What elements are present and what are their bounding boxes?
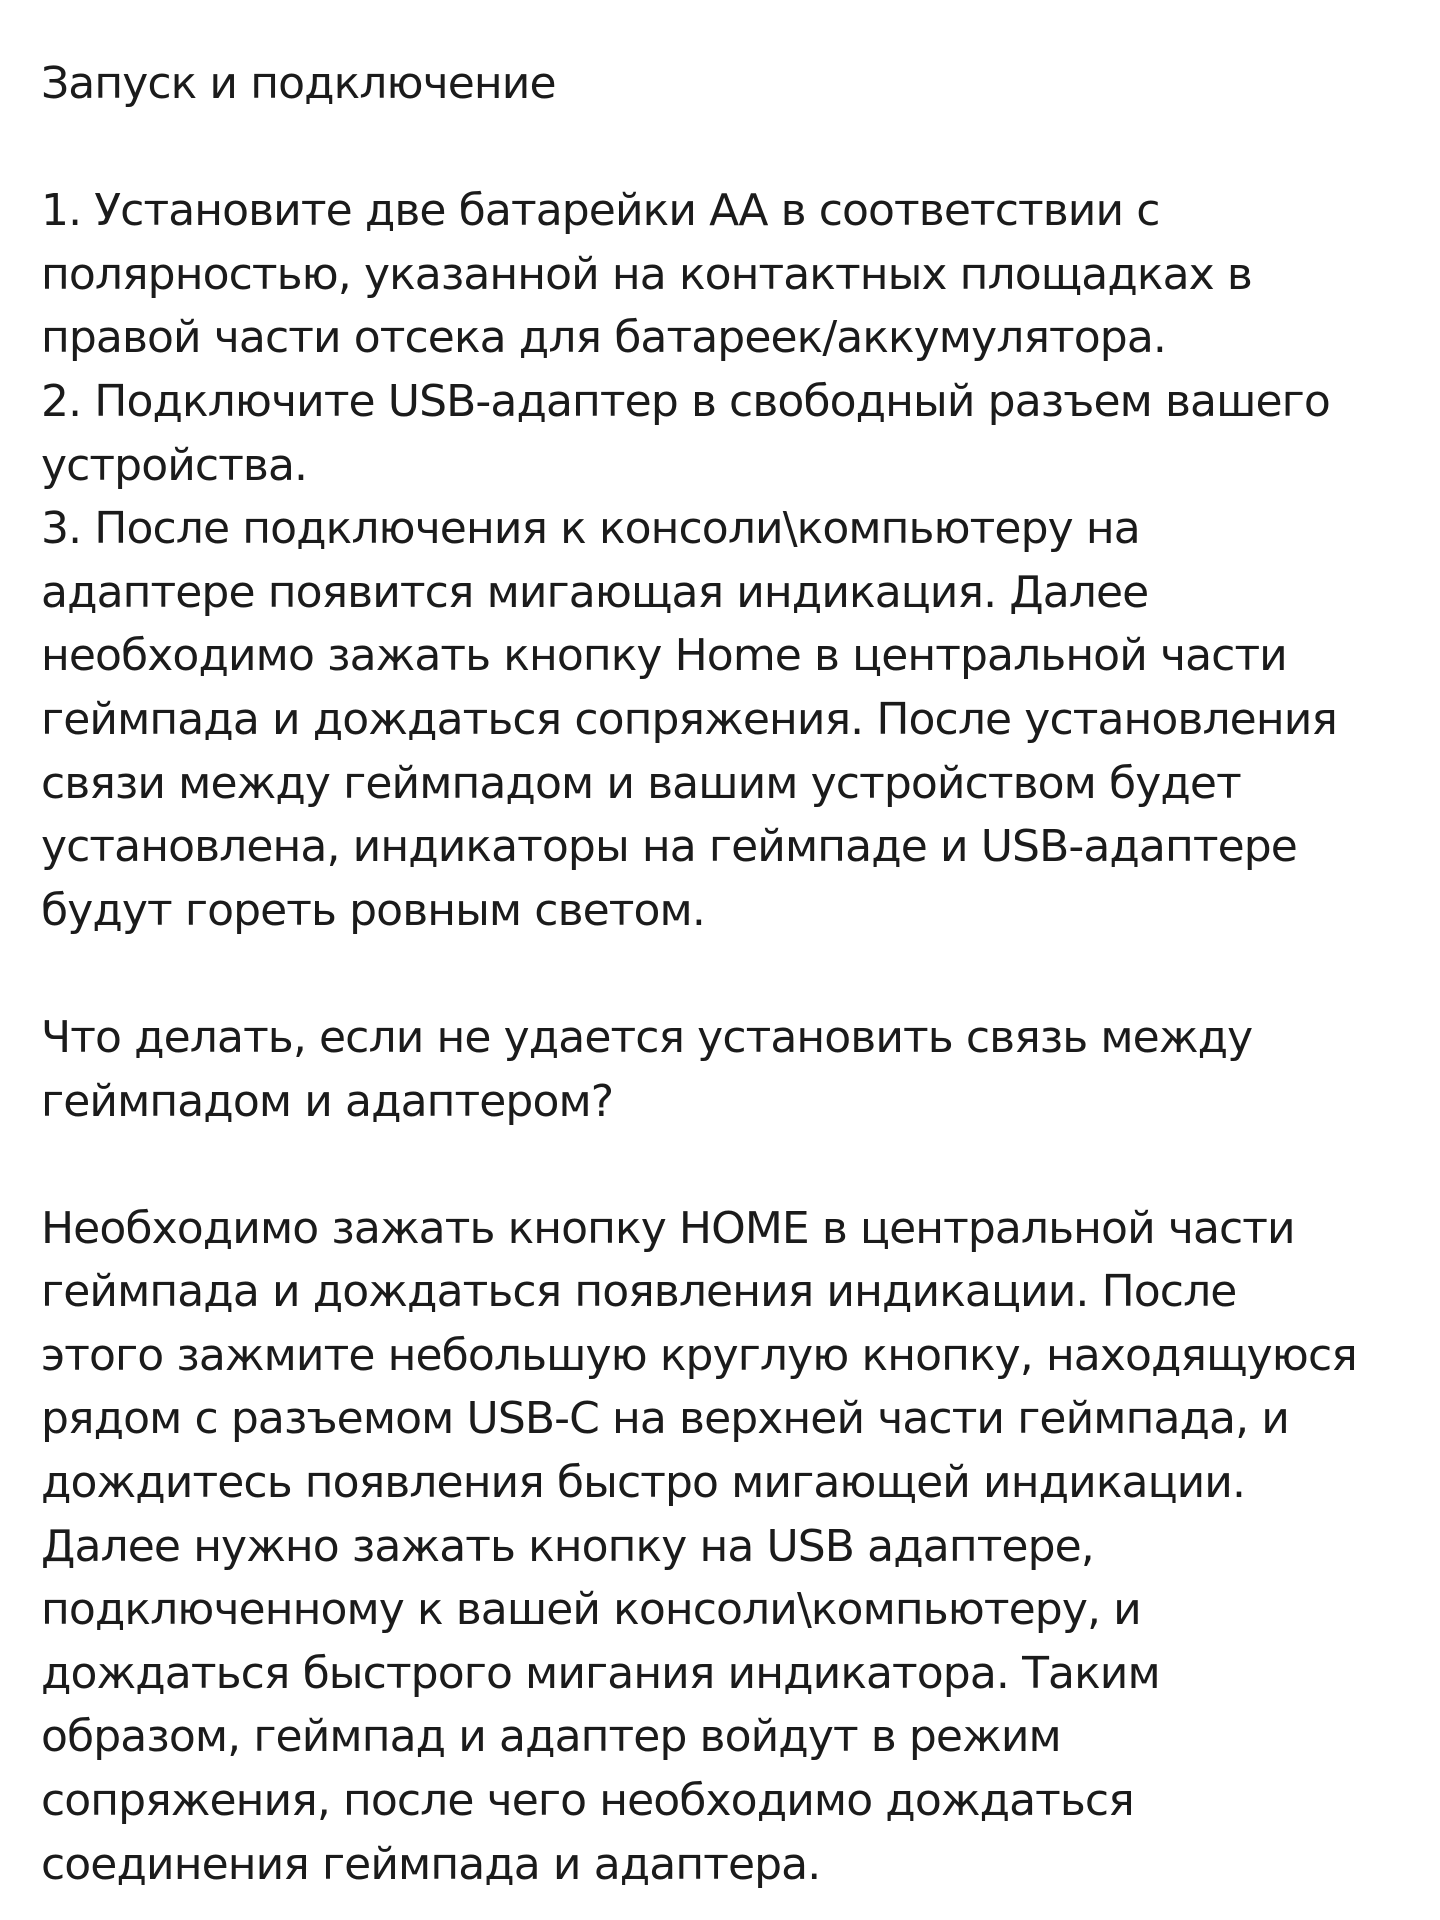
faq-answer-line-2: геймпада и дождаться появления индикации. После bbox=[41, 1266, 1237, 1318]
faq-answer-line-9: образом, геймпад и адаптер войдут в режим bbox=[41, 1711, 1061, 1763]
faq-answer-line-4: рядом с разъемом USB-C на верхней части геймпада, и bbox=[41, 1393, 1289, 1445]
faq-answer-line-3: этого зажмите небольшую круглую кнопку, находящуюся bbox=[41, 1329, 1357, 1381]
spacer bbox=[41, 942, 1425, 1006]
faq-question-line-2: геймпадом и адаптером? bbox=[41, 1075, 614, 1127]
step-1-line-1: 1. Установите две батарейки АА в соответствии с bbox=[41, 185, 1160, 237]
step-3-line-6: установлена, индикаторы на геймпаде и USB-адаптере bbox=[41, 821, 1297, 873]
instruction-document bbox=[41, 52, 1425, 1896]
setup-step-3 bbox=[41, 497, 1425, 942]
step-3-line-7: будут гореть ровным светом. bbox=[41, 884, 705, 936]
step-3-line-4: геймпада и дождаться сопряжения. После установления bbox=[41, 693, 1337, 745]
step-2-line-2: устройства. bbox=[41, 439, 308, 491]
step-3-line-5: связи между геймпадом и вашим устройством будет bbox=[41, 757, 1241, 809]
section-title: Запуск и подключение bbox=[41, 58, 556, 109]
setup-step-2 bbox=[41, 370, 1425, 497]
faq-answer-line-10: сопряжения, после чего необходимо дождаться bbox=[41, 1775, 1134, 1827]
faq-question bbox=[41, 1006, 1425, 1133]
faq-answer bbox=[41, 1197, 1425, 1897]
step-1-line-2: полярностью, указанной на контактных площадках в bbox=[41, 248, 1252, 300]
faq-answer-line-1: Необходимо зажать кнопку HOME в центральной части bbox=[41, 1202, 1295, 1254]
setup-steps-list bbox=[41, 179, 1425, 942]
faq-answer-line-8: дождаться быстрого мигания индикатора. Таким bbox=[41, 1647, 1160, 1699]
step-1-line-3: правой части отсека для батареек/аккумулятора. bbox=[41, 312, 1166, 364]
step-2-line-1: 2. Подключите USB-адаптер в свободный разъем вашего bbox=[41, 375, 1330, 427]
step-3-line-2: адаптере появится мигающая индикация. Далее bbox=[41, 566, 1149, 618]
spacer bbox=[41, 116, 1425, 180]
step-3-line-3: необходимо зажать кнопку Home в центральной части bbox=[41, 630, 1287, 682]
faq-answer-line-5: дождитесь появления быстро мигающей индикации. bbox=[41, 1457, 1246, 1509]
faq-answer-line-7: подключенному к вашей консоли\компьютеру, и bbox=[41, 1584, 1141, 1636]
step-3-line-1: 3. После подключения к консоли\компьютеру на bbox=[41, 503, 1140, 555]
spacer bbox=[41, 1133, 1425, 1197]
setup-step-1 bbox=[41, 179, 1425, 370]
faq-answer-line-11: соединения геймпада и адаптера. bbox=[41, 1838, 821, 1890]
faq-question-line-1: Что делать, если не удается установить связь между bbox=[41, 1011, 1253, 1063]
faq-answer-line-6: Далее нужно зажать кнопку на USB адаптере, bbox=[41, 1520, 1094, 1572]
